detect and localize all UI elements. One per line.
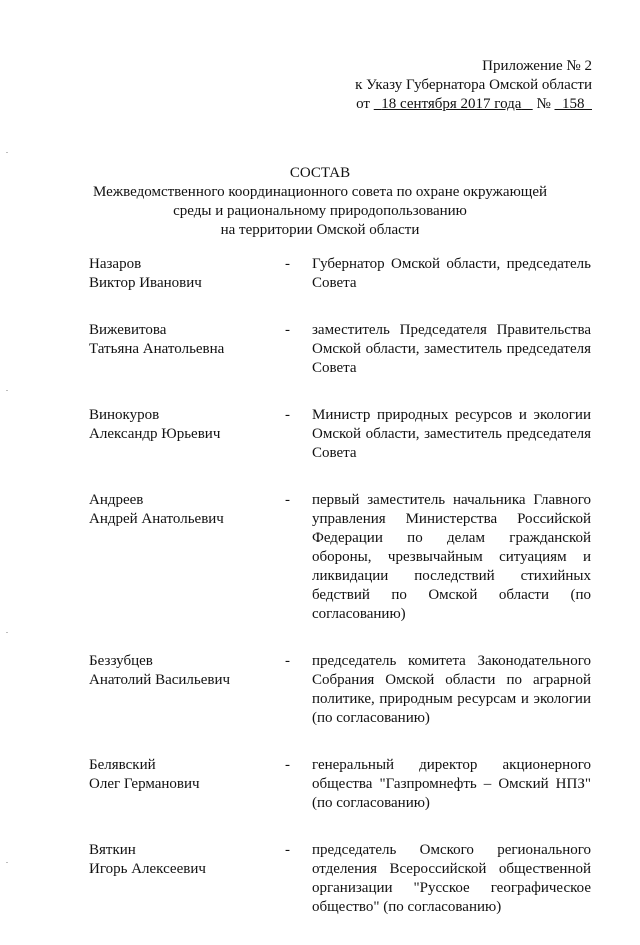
member-row <box>89 756 591 813</box>
member-role: первый заместитель начальника Главного управления Министерства Российской Федерации по делам гражданской обороны, чрезвычайным ситуациям и ликвидации последствий стихийных бедствий по Омской области (по согласованию) <box>312 492 591 622</box>
member-given-names: Татьяна Анатольевна <box>89 341 225 357</box>
member-role: председатель комитета Законодательного Собрания Омской области по аграрной политике, природным ресурсам и экологии (по согласованию) <box>312 653 591 726</box>
member-given-names: Олег Германович <box>89 776 200 792</box>
member-name <box>89 321 285 378</box>
member-role: Министр природных ресурсов и экологии Омской области, заместитель председателя Совета <box>312 407 591 461</box>
appendix-header <box>355 57 592 114</box>
member-surname: Вижевитова <box>89 322 167 338</box>
member-row <box>89 406 591 463</box>
member-name <box>89 652 285 728</box>
decree-number: 158 <box>562 96 585 112</box>
member-given-names: Анатолий Васильевич <box>89 672 231 688</box>
member-row <box>89 321 591 378</box>
member-given-names: Виктор Иванович <box>89 275 202 291</box>
member-surname: Белявский <box>89 757 156 773</box>
member-row <box>89 255 591 293</box>
member-given-names: Андрей Анатольевич <box>89 511 224 527</box>
dash-separator: - <box>285 757 290 773</box>
scan-speck <box>6 632 8 633</box>
member-surname: Андреев <box>89 492 144 508</box>
title-line-2: среды и рациональному природопользованию <box>173 203 467 219</box>
member-list <box>89 255 591 945</box>
member-name <box>89 406 285 463</box>
dash-separator: - <box>285 842 290 858</box>
appendix-reference: к Указу Губернатора Омской области <box>355 77 592 93</box>
member-name <box>89 491 285 624</box>
title-line-1: Межведомственного координационного совета по охране окружающей <box>92 184 548 200</box>
member-given-names: Александр Юрьевич <box>89 426 221 442</box>
decree-date: 18 сентября 2017 года <box>381 96 522 112</box>
dash-separator: - <box>285 492 290 508</box>
dash-separator: - <box>285 407 290 423</box>
dash-separator: - <box>285 322 290 338</box>
member-role: Губернатор Омской области, председатель Совета <box>312 256 591 291</box>
member-surname: Назаров <box>89 256 142 272</box>
from-label: от <box>356 96 370 112</box>
scan-speck <box>6 390 8 391</box>
decree-date-line <box>355 95 592 114</box>
member-surname: Вяткин <box>89 842 136 858</box>
member-role: председатель Омского регионального отделения Всероссийской общественной организации "Русское географическое общество" (по согласованию) <box>312 842 591 915</box>
dash-separator: - <box>285 653 290 669</box>
member-row <box>89 491 591 624</box>
title-heading: СОСТАВ <box>289 165 351 181</box>
scan-speck <box>6 862 8 863</box>
member-name <box>89 756 285 813</box>
member-row <box>89 652 591 728</box>
member-name <box>89 841 285 917</box>
member-role: генеральный директор акционерного общества "Газпромнефть – Омский НПЗ" (по согласованию) <box>312 757 591 811</box>
number-label: № <box>536 96 551 112</box>
member-surname: Беззубцев <box>89 653 153 669</box>
member-row <box>89 841 591 917</box>
member-role: заместитель Председателя Правительства Омской области, заместитель председателя Совета <box>312 322 591 376</box>
member-name <box>89 255 285 293</box>
member-given-names: Игорь Алексеевич <box>89 861 206 877</box>
document-title <box>0 164 640 240</box>
title-line-3: на территории Омской области <box>220 222 420 238</box>
dash-separator: - <box>285 256 290 272</box>
scan-speck <box>6 152 8 153</box>
appendix-number: Приложение № 2 <box>482 58 592 74</box>
member-surname: Винокуров <box>89 407 160 423</box>
